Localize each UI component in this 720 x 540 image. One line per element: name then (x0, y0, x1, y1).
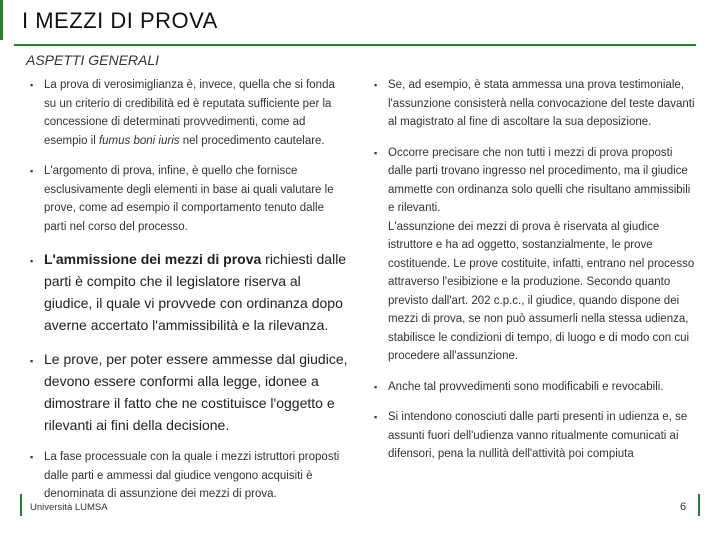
bullet-icon: ▪ (374, 147, 378, 158)
page-number: 6 (680, 501, 687, 513)
list-item: ▪ La prova di verosimiglianza è, invece, quella che si fonda su un criterio di credibilità ed è reputata sufficiente per la concessione di determinati provvedimenti, come ad esempio il fumus boni iuris nel procedimento cautelare. (24, 76, 349, 150)
bullet-icon: ▪ (30, 256, 34, 266)
title-accent-bar (0, 0, 17, 40)
latin-term: fumus boni iuris (98, 134, 180, 147)
list-item: ▪ Se, ad esempio, è stata ammessa una prova testimoniale, l'assunzione consisterà nella convocazione del teste davanti al magistrato al fine di ascoltare la sua deposizione. (368, 76, 698, 132)
page-title: I MEZZI DI PROVA (22, 8, 218, 33)
section-subtitle: ASPETTI GENERALI (26, 52, 160, 68)
right-column (368, 76, 698, 476)
page-number-bar (698, 494, 700, 516)
left-column (24, 76, 349, 516)
list-item: ▪ L'ammissione dei mezzi di prova richiesti dalle parti è compito che il legislatore riserva al giudice, il quale vi provvede con ordinanza dopo averne accertato l'ammissibilità e la rilevanza. (30, 251, 347, 333)
list-item: ▪ Si intendono conosciuti dalle parti presenti in udienza e, se assunti fuori dell'udienza vanno ritualmente comunicati ai difensori, pena la nullità dell'attività poi compiuta (368, 408, 698, 464)
bullet-icon: ▪ (374, 412, 378, 422)
list-item: ▪ Occorre precisare che non tutti i mezzi di prova proposti dalle parti trovano ingresso nel procedimento, ma il giudice ammette con ordinanza solo quelli che risultano ammissibili e rilevanti. L'assunzione dei mezzi di prova è riservata al giudice istruttore e ha ad oggetto, sostanzialmente, le prove costituende. Le prove costituite, infatti, entrano nel processo attraverso l'esibizione e la produzione. Secondo quanto previsto dall'art. 202 c.p.c., il giudice, quando dispone dei mezzi di prova, se non può assumerli nella stessa udienza, stabilisce le condizioni di tempo, di luogo e di modo con cui procedere all'assunzione. (368, 144, 698, 366)
bullet-icon: ▪ (374, 381, 378, 392)
list-item: ▪ L'argomento di prova, infine, è quello che fornisce esclusivamente degli elementi in base ai quali valutare le prove, come ad esempio il comportamento tenuto dalle parti nel corso del processo. (24, 162, 349, 236)
bullet-icon: ▪ (30, 452, 34, 462)
bullet-icon: ▪ (30, 166, 34, 176)
list-item: ▪ Anche tal provvedimenti sono modificabili e revocabili. (368, 378, 698, 397)
bullet-icon: ▪ (30, 356, 34, 366)
bold-term: L'ammissione dei mezzi di prova (44, 251, 262, 267)
bullet-icon: ▪ (30, 80, 34, 90)
footer-university: Università LUMSA (30, 502, 108, 513)
title-divider (14, 44, 696, 46)
footer-accent-bar (20, 494, 22, 516)
list-item: ▪ Le prove, per poter essere ammesse dal giudice, devono essere conformi alla legge, idonee a dimostrare il fatto che ne costituisce l'oggetto e rilevanti ai fini della decisione. (30, 351, 348, 433)
list-item: ▪ La fase processuale con la quale i mezzi istruttori proposti dalle parti e ammessi dal giudice vengono acquisiti è denominata di assunzione dei mezzi di prova. (24, 448, 349, 504)
bullet-icon: ▪ (374, 80, 378, 90)
